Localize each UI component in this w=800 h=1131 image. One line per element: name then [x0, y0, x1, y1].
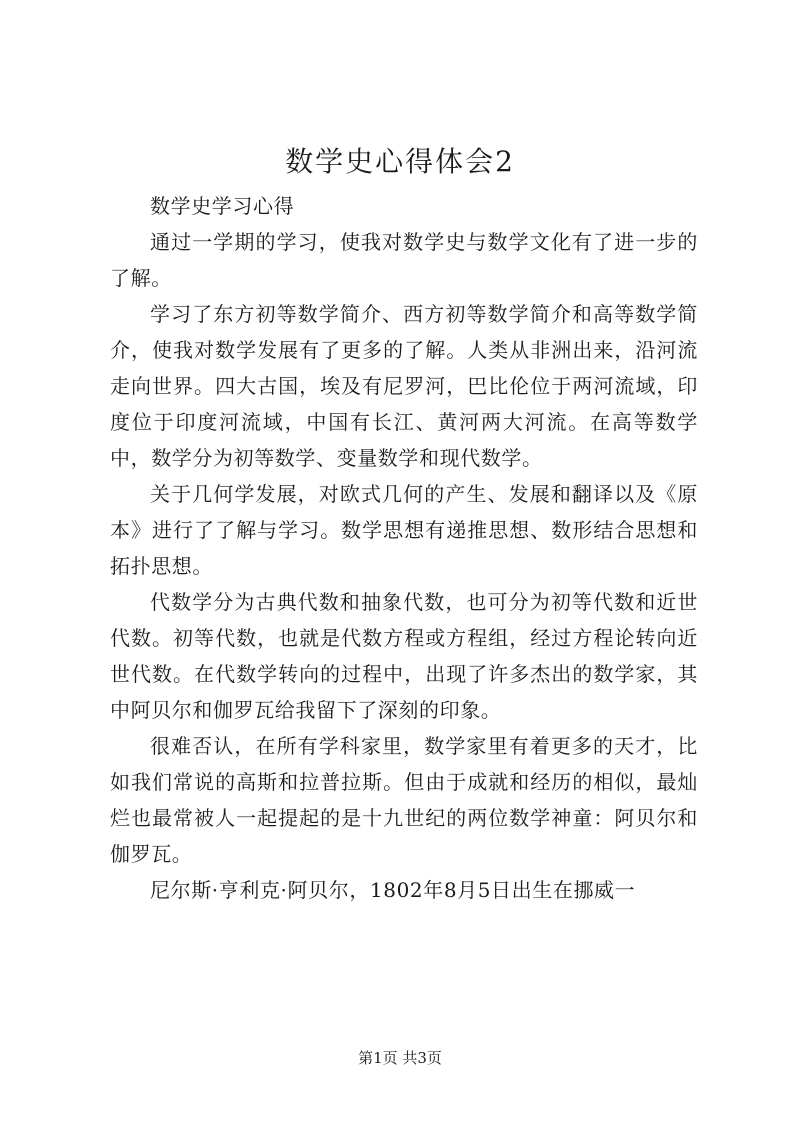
paragraph: 数学史学习心得 — [150, 194, 295, 218]
document-body — [110, 188, 698, 908]
document-title: 数学史心得体会2 — [285, 145, 515, 178]
paragraph: 通过一学期的学习，使我对数学史与数学文化有了进一步的了解。 — [110, 230, 698, 290]
paragraph: 很难否认，在所有学科家里，数学家里有着更多的天才，比如我们常说的高斯和拉普拉斯。但由于成就和经历的相似，最灿烂也最常被人一起提起的是十九世纪的两位数学神童：阿贝尔和伽罗瓦。 — [110, 734, 698, 866]
paragraph: 学习了东方初等数学简介、西方初等数学简介和高等数学简介，使我对数学发展有了更多的了解。人类从非洲出来，沿河流走向世界。四大古国，埃及有尼罗河，巴比伦位于两河流域，印度位于印度河流域，中国有长江、黄河两大河流。在高等数学中，数学分为初等数学、变量数学和现代数学。 — [110, 302, 698, 470]
page-footer: 第1页 共3页 — [358, 1049, 442, 1067]
paragraph: 关于几何学发展，对欧式几何的产生、发展和翻译以及《原本》进行了了解与学习。数学思想有递推思想、数形结合思想和拓扑思想。 — [110, 482, 698, 578]
paragraph: 尼尔斯·亨利克·阿贝尔，1802年8月5日出生在挪威一 — [150, 878, 636, 902]
paragraph: 代数学分为古典代数和抽象代数，也可分为初等代数和近世代数。初等代数，也就是代数方程或方程组，经过方程论转向近世代数。在代数学转向的过程中，出现了许多杰出的数学家，其中阿贝尔和伽罗瓦给我留下了深刻的印象。 — [110, 590, 698, 722]
